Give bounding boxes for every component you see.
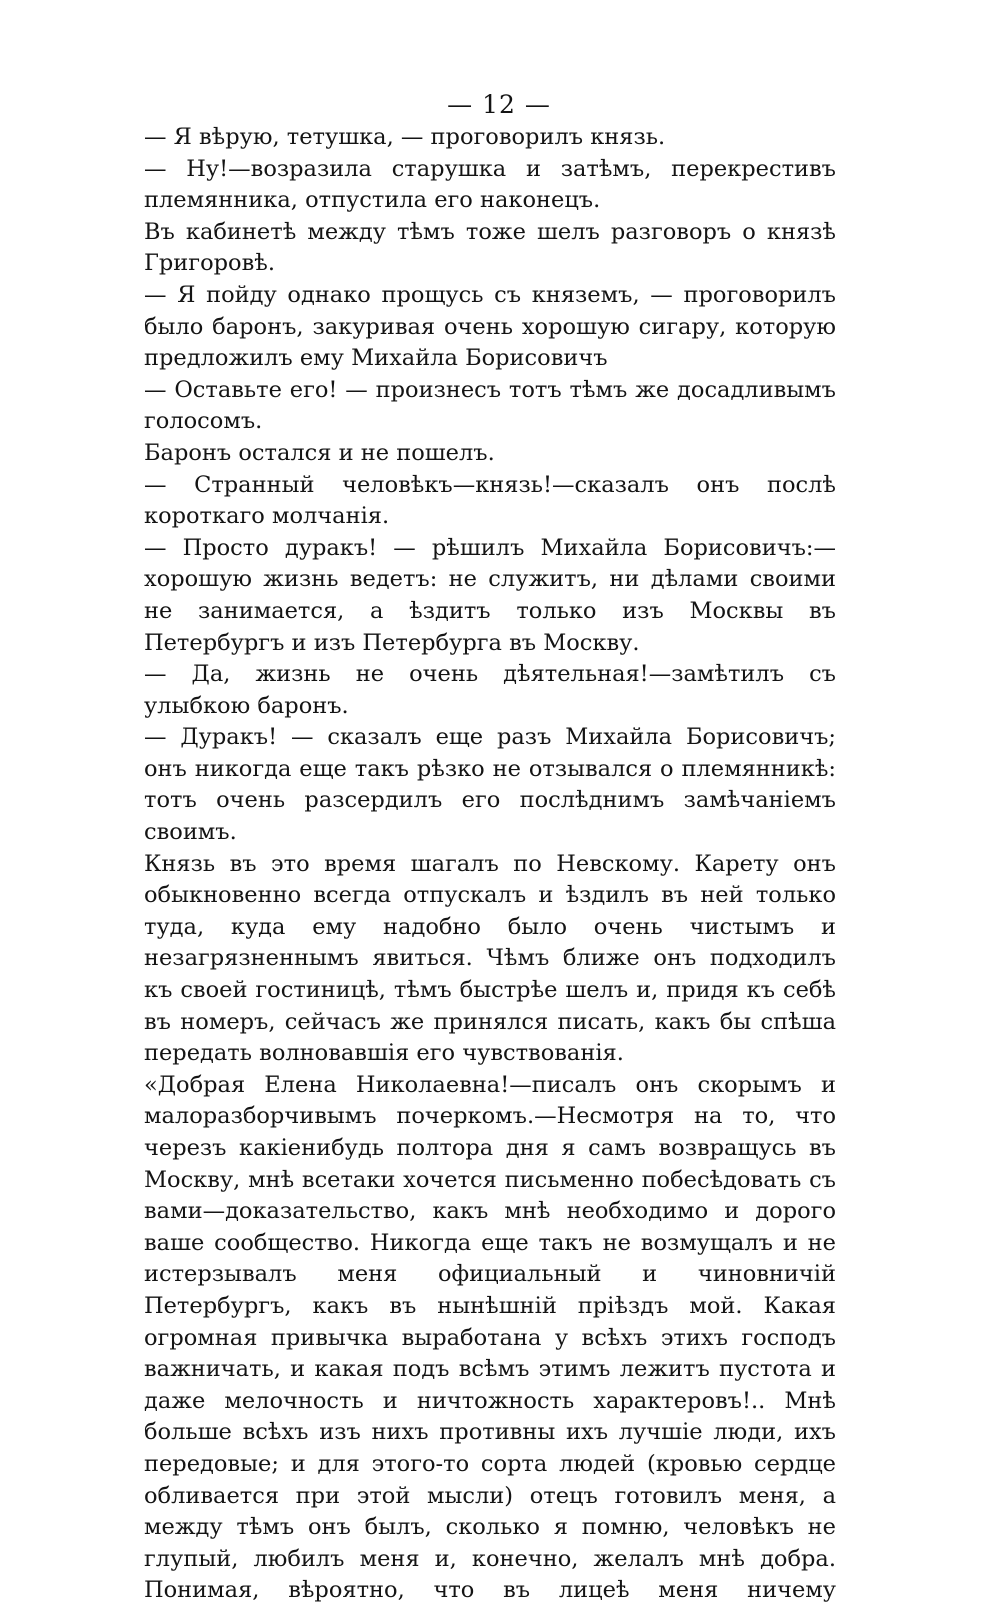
paragraph: «Добрая Елена Николаевна!—писалъ онъ скорымъ и малоразборчивымъ почеркомъ.—Несмотря на то, что черезъ какіенибудь полтора дня я самъ возвращусь въ Москву, мнѣ всетаки хочется письменно побесѣдовать съ вами—доказательство, какъ мнѣ необходимо и дорого ваше сообщество. Никогда еще такъ не возмущалъ и не истерзывалъ меня официальный и чиновничій Петербургъ, какъ въ нынѣшній пріѣздъ мой. Какая огромная привычка выработана у всѣхъ этихъ господъ важничать, и какая подъ всѣмъ этимъ лежитъ пустота и даже мелочность и ничтожность характеровъ!.. Мнѣ больше всѣхъ изъ нихъ противны ихъ лучшіе люди, ихъ передовые; и для этого-то сорта людей (кровью сердце обливается при этой мысли) отецъ готовилъ меня, а между тѣмъ онъ былъ, сколько я помню, человѣкъ не глупый, любилъ меня и, конечно, желалъ мнѣ добра. Понимая, вѣроятно, что въ лицеѣ меня ничему: [144, 1071, 836, 1604]
paragraph: — Оставьте его! — произнесъ тотъ тѣмъ же досадливымъ голосомъ.: [144, 376, 836, 435]
body-text: [144, 122, 836, 1607]
book-page: [144, 88, 836, 1604]
page-number: — 12 —: [447, 90, 551, 119]
paragraph: Баронъ остался и не пошелъ.: [144, 439, 495, 466]
paragraph: — Я пойду однако прощусь съ княземъ, — проговорилъ было баронъ, закуривая очень хорошую сигару, которую предложилъ ему Михайла Борисовичъ: [144, 281, 836, 372]
paragraph: — Дуракъ! — сказалъ еще разъ Михайла Борисовичъ; онъ никогда еще такъ рѣзко не отзывался о племянникѣ: тотъ очень разсердилъ его послѣднимъ замѣчаніемъ своимъ.: [144, 724, 836, 846]
paragraph: Въ кабинетѣ между тѣмъ тоже шелъ разговоръ о князѣ Григоровѣ.: [144, 218, 836, 277]
paragraph: — Ну!—возразила старушка и затѣмъ, перекрестивъ племянника, отпустила его наконецъ.: [144, 155, 836, 214]
paragraph: — Я вѣрую, тетушка, — проговорилъ князь.: [144, 124, 666, 150]
paragraph: — Просто дуракъ! — рѣшилъ Михайла Борисовичъ:—хорошую жизнь ведетъ: не служитъ, ни дѣлами своими не занимается, а ѣздитъ только изъ Москвы въ Петербургъ и изъ Петербурга въ Москву.: [144, 534, 836, 656]
paragraph: — Странный человѣкъ—князь!—сказалъ онъ послѣ короткаго молчанія.: [144, 471, 836, 530]
paragraph: — Да, жизнь не очень дѣятельная!—замѣтилъ съ улыбкою баронъ.: [144, 661, 836, 719]
paragraph: Князь въ это время шагалъ по Невскому. Карету онъ обыкновенно всегда отпускалъ и ѣздилъ въ ней только туда, куда ему надобно было очень чистымъ и незагрязненнымъ явиться. Чѣмъ ближе онъ подходилъ къ своей гостиницѣ, тѣмъ быстрѣе шелъ и, придя къ себѣ въ номеръ, сейчасъ же принялся писать, какъ бы спѣша передать волновавшія его чувствованія.: [144, 850, 836, 1067]
